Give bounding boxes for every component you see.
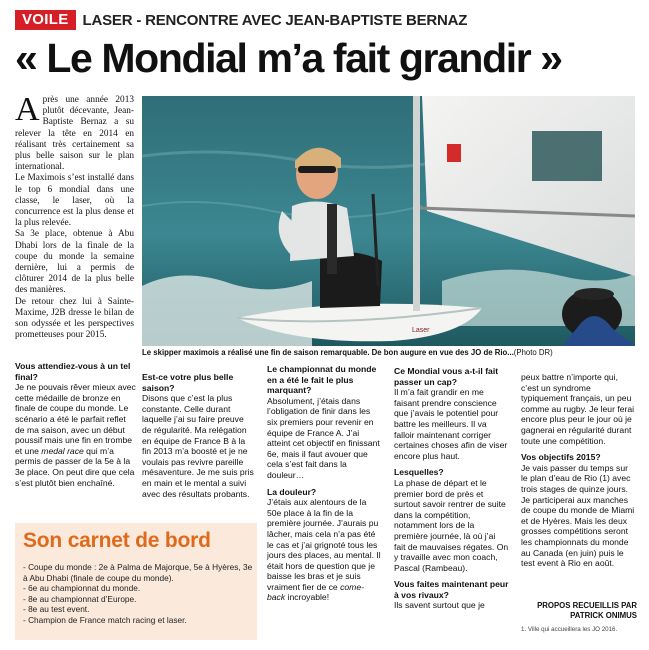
answer: Je ne pouvais rêver mieux avec cette médaille de bronze en finale de coupe du monde. Le scénario a été le parfait reflet de ma saison, avec un début poussif mais une fin en trombe et une medal race qui m’a permis de passer de la 5e à la 3e place. On peut dire que cela s’est plutôt bien enchaîné. [15, 382, 136, 488]
question: Vous attendiez-vous à un tel final? [15, 361, 131, 382]
photo-credit: (Photo DR) [513, 348, 553, 357]
question: Vous faites maintenant peur à vos rivaux? [394, 579, 509, 600]
answer: peux battre n’importe qui, c’est un syndrome typiquement français, un peu comme au rugby. Je leur ferai encore plus peur le jour où je gagnerai en régularité durant toute une compétition. [521, 372, 635, 446]
intro-paragraph: Sa 3e place, obtenue à Abu Dhabi lors de la finale de la coupe du monde la semaine dernière, lui a permis de clôturer 2014 de la plus belle des manières. [15, 229, 134, 296]
byline-author: PATRICK ONIMUS [570, 611, 637, 620]
sailing-photo [142, 96, 635, 346]
caption-text: Le skipper maximois a réalisé une fin de saison remarquable. De bon augure en vue des JO de Rio... [142, 348, 514, 357]
carnet-item: - Champion de France match racing et laser. [23, 614, 187, 625]
answer: Ils savent surtout que je [394, 600, 485, 611]
answer: Je vais passer du temps sur le plan d’eau de Rio (1) avec trois stages de quinze jours. Je participerai aux manches de coupe du monde de Miami et de Hyères. Mais les deux grosses compétitions seront les championnats du monde au Canada (en juin) puis le test event à Rio en août. [521, 462, 635, 569]
sail-logo: Laser [412, 327, 430, 334]
intro-paragraph: De retour chez lui à Sainte-Maxime, J2B dresse le bilan de son odyssée et les perspectives prometteuses pour 2015. [15, 296, 134, 341]
answer: J’étais aux alentours de la 50e place à la fin de la première journée. J’aurais pu lâcher, mais cela n’a pas été le cas et j’ai grignoté tous les jours des places, au mental. Il était hors de question que je baisse les bras et je suis vraiment fier de ce come-back incroyable! [267, 497, 381, 603]
photo-caption [142, 348, 635, 358]
carnet-item: - 8e au championnat d’Europe. [23, 593, 137, 604]
headline: « Le Mondial m’a fait grandir » [15, 35, 562, 81]
intro-paragraph: Le Maximois s’est installé dans le top 6 mondial dans une classe, le laser, où la concurrence est la plus dense et la plus relevée. [15, 173, 134, 229]
interview-column-5 [521, 372, 637, 569]
carnet-item: - Coupe du monde : 2e à Palma de Majorque, 5e à Hyères, 3e à Abu Dhabi (finale de coupe du monde). [23, 562, 253, 583]
question: Le championnat du monde en a été le fait le plus marquant? [267, 364, 377, 396]
byline-line: PROPOS RECUEILLIS PAR [537, 601, 637, 610]
byline [521, 601, 637, 621]
laser-sailor-image [142, 96, 635, 346]
question: Lesquelles? [394, 467, 444, 478]
carnet-title: Son carnet de bord [23, 529, 211, 552]
footnote: 1. Ville qui accueillera les JO 2016. [521, 626, 618, 633]
answer: Il m’a fait grandir en me faisant prendre conscience que j’avais le potentiel pour battre les meilleurs. Il va falloir maintenant corriger certaines choses afin de viser encore plus haut. [394, 387, 508, 461]
kicker [15, 9, 467, 31]
question: Ce Mondial vous a-t-il fait passer un cap? [394, 366, 499, 387]
intro-paragraph: Après une année 2013 plutôt décevante, Jean-Baptiste Bernaz a su relever la tête en 2014 en réalisant très certainement sa plus belle saison sur le plan international. [15, 91, 134, 173]
drop-cap: A [15, 91, 40, 128]
interview-column-3 [267, 364, 382, 603]
intro-text [15, 91, 134, 341]
question: Vos objectifs 2015? [521, 452, 601, 463]
answer: Disons que c’est la plus constante. Celle durant laquelle j’ai su faire preuve de régularité. Ma relégation en équipe de France B à la fin 2013 m’a boosté et je ne voulais pas revivre pareille mésaventure. Je me suis pris en main et le mental a suivi avec des résultats probants. [142, 393, 254, 499]
interview-column-2 [142, 372, 255, 499]
question: La douleur? [267, 486, 317, 497]
kicker-text: LASER - RENCONTRE AVEC JEAN-BAPTISTE BERNAZ [82, 11, 468, 29]
section-tag: VOILE [15, 10, 76, 30]
answer: Absolument, j’étais dans l’obligation de finir dans les six premiers pour revenir en équipe de France A. J’ai atteint cet objectif en finissant 6e, mais il faut avouer que cela s’est fait dans la douleur… [267, 395, 380, 480]
carnet-list [23, 562, 255, 626]
carnet-item: - 6e au championnat du monde. [23, 583, 141, 594]
interview-column-4 [394, 366, 509, 611]
answer: La phase de départ et le premier bord de près et surtout savoir rentrer de suite dans la compétition, notamment lors de la première journée, là où j’ai fait de mauvaises régates. On y travaille avec mon coach, Pascal (Rambeau). [394, 477, 509, 573]
question: Est-ce votre plus belle saison? [142, 372, 234, 393]
carnet-item: - 8e au test event. [23, 604, 90, 615]
interview-column-1 [15, 361, 136, 488]
carnet-de-bord-box [15, 523, 257, 640]
